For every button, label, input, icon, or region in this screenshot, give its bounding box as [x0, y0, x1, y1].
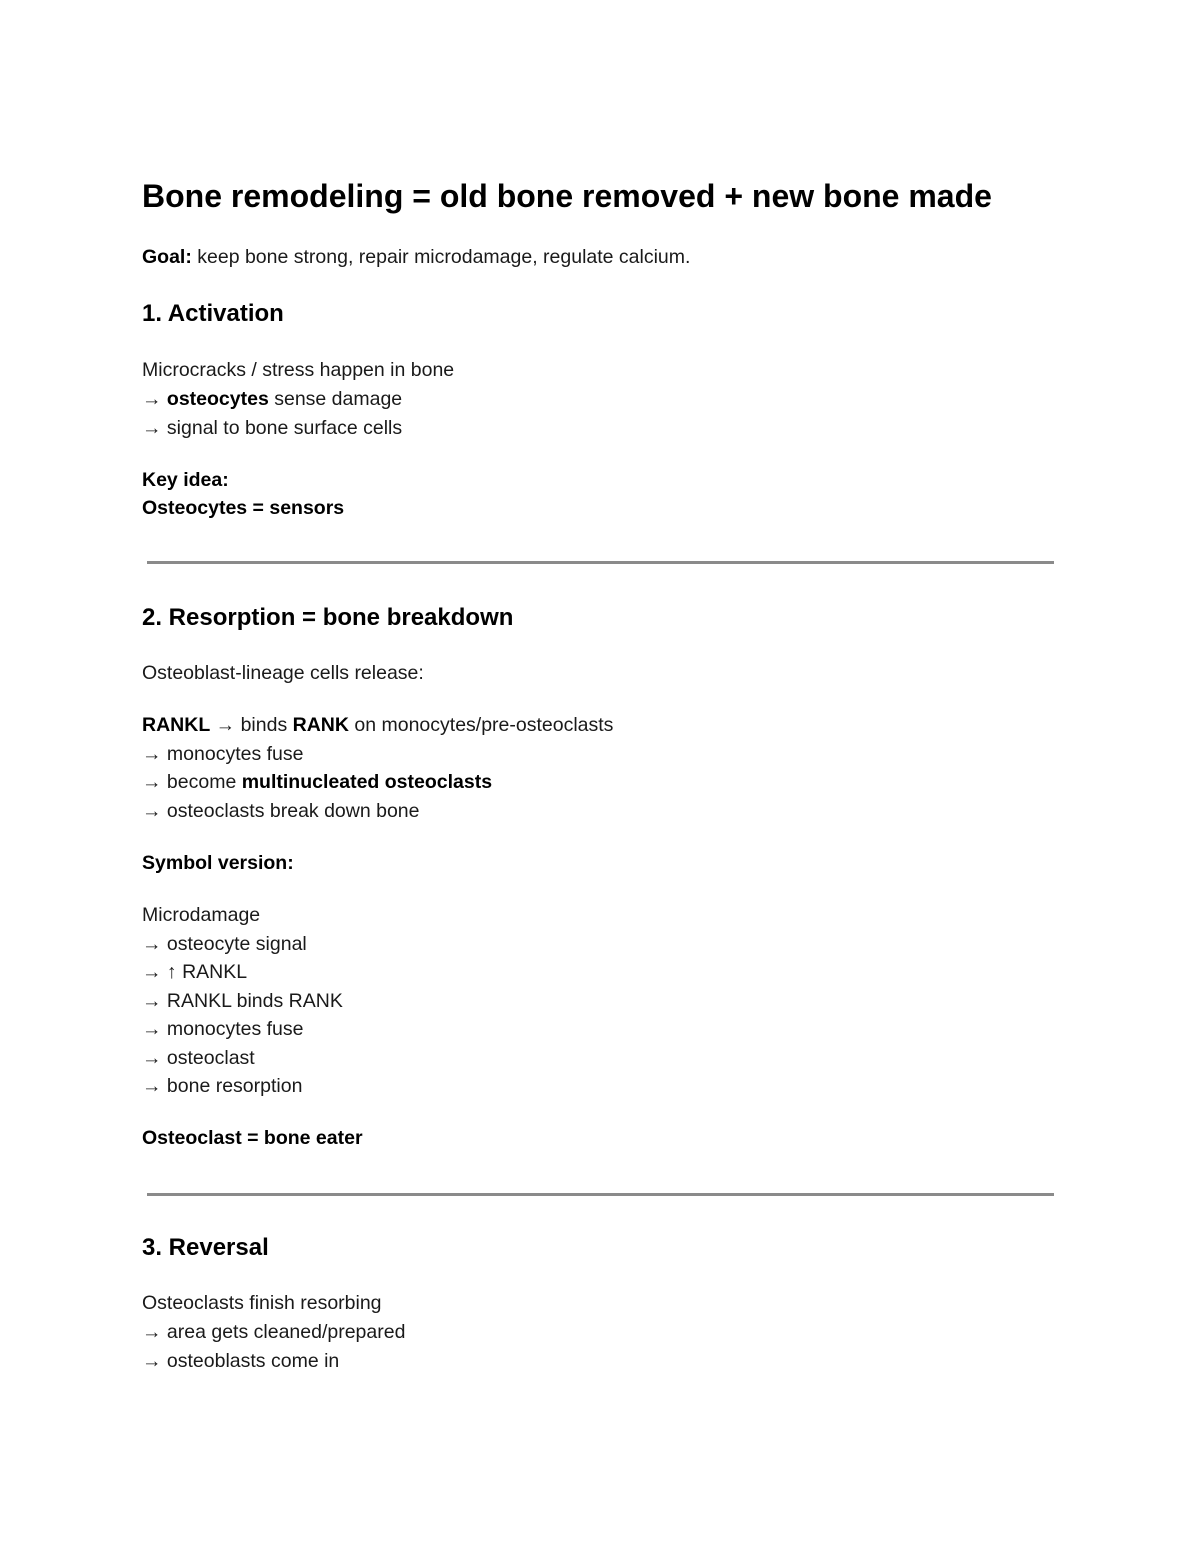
activation-line-2-rest: sense damage [268, 388, 403, 410]
on-monocytes-text: on monocytes/pre-osteoclasts [348, 714, 614, 736]
symbol-line: → ↑ RANKL [142, 961, 248, 983]
section-heading-resorption: 2. Resorption = bone breakdown [142, 604, 514, 631]
become-line [142, 768, 492, 797]
rank-bold: RANK [292, 714, 349, 736]
activation-line-3: → signal to bone surface cells [142, 417, 403, 439]
symbol-version-label: Symbol version: [142, 852, 294, 874]
reversal-line: → area gets cleaned/prepared [142, 1321, 406, 1343]
multinucleated-bold: multinucleated osteoclasts [241, 771, 493, 793]
key-idea-label: Key idea: [142, 469, 229, 491]
reversal-line: Osteoclasts finish resorbing [142, 1292, 382, 1314]
symbol-line: → bone resorption [142, 1075, 303, 1097]
activation-line-1: Microcracks / stress happen in bone [142, 359, 455, 381]
rankl-line [142, 711, 613, 740]
key-idea-text: Osteocytes = sensors [142, 497, 345, 519]
page-title: Bone remodeling = old bone removed + new bone made [142, 178, 992, 214]
osteocytes-bold: osteocytes [166, 388, 269, 410]
activation-line-2 [142, 385, 402, 414]
arrow-text: → [142, 388, 167, 410]
binds-text: → binds [210, 714, 293, 736]
monocytes-fuse-line: → monocytes fuse [142, 743, 304, 765]
goal-line [142, 243, 690, 272]
symbol-line: → monocytes fuse [142, 1018, 304, 1040]
breakdown-line: → osteoclasts break down bone [142, 800, 420, 822]
goal-label: Goal: [142, 246, 192, 268]
section-heading-reversal: 3. Reversal [142, 1234, 269, 1261]
osteoclast-summary: Osteoclast = bone eater [142, 1127, 363, 1149]
symbol-line: Microdamage [142, 904, 261, 926]
section-divider [147, 1193, 1054, 1196]
section-divider [147, 561, 1054, 564]
goal-text: keep bone strong, repair microdamage, regulate calcium. [191, 246, 691, 268]
symbol-line: → osteocyte signal [142, 933, 307, 955]
resorption-intro: Osteoblast-lineage cells release: [142, 662, 424, 684]
symbol-line: → RANKL binds RANK [142, 990, 343, 1012]
reversal-line: → osteoblasts come in [142, 1350, 340, 1372]
section-heading-activation: 1. Activation [142, 300, 284, 327]
become-prefix: → become [142, 771, 242, 793]
rankl-bold: RANKL [142, 714, 211, 736]
symbol-line: → osteoclast [142, 1047, 255, 1069]
